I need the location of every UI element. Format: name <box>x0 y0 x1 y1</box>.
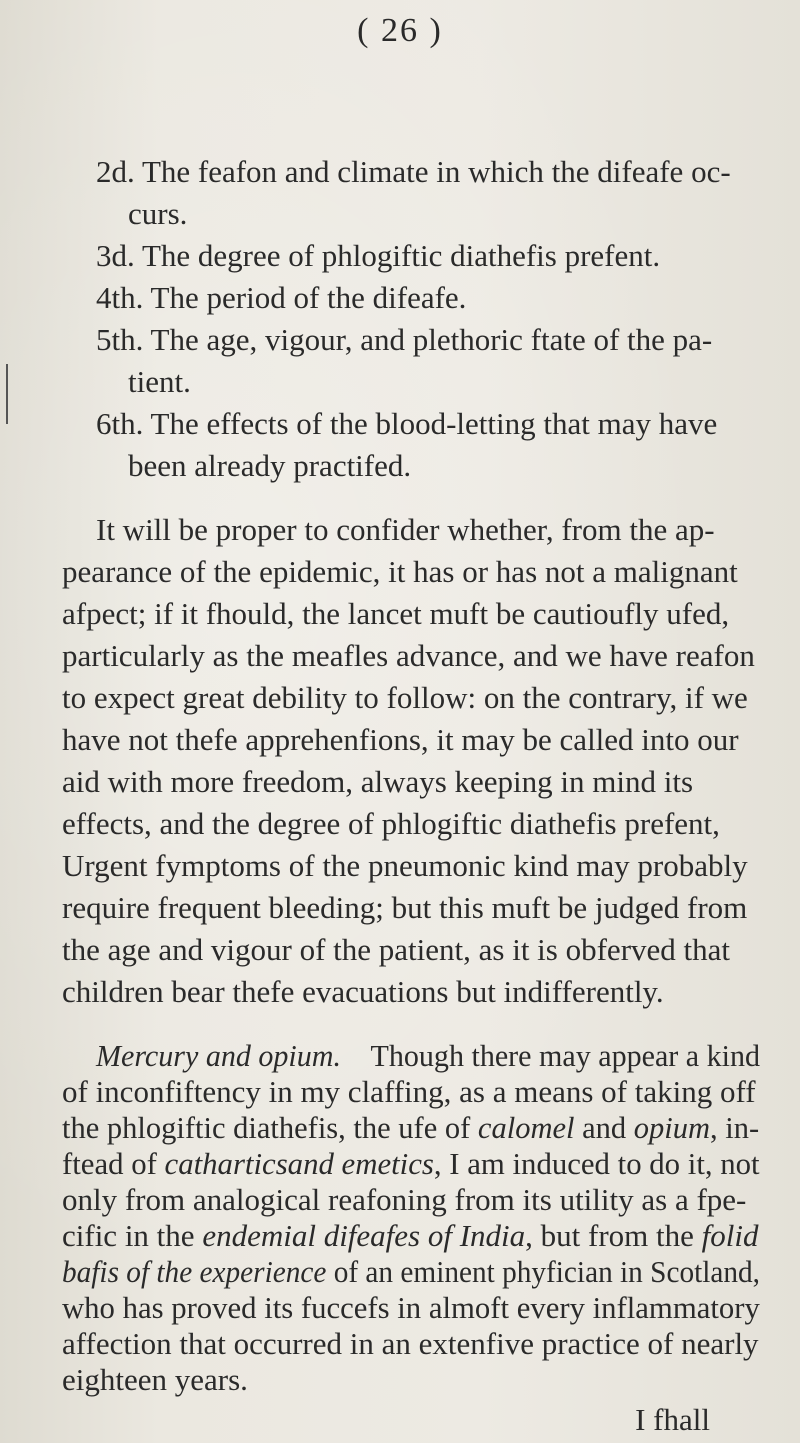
list-item-5th-continuation: tient. <box>128 364 191 399</box>
list-item-6th-continuation: been already practifed. <box>128 448 412 483</box>
list-item-4th: 4th. The period of the difeafe. <box>96 280 467 315</box>
paragraph-2-line: affection that occurred in an extenfive practice of nearly <box>62 1326 759 1361</box>
text-run: the phlogiftic diathefis, the ufe of <box>62 1110 478 1145</box>
paragraph-2-line <box>96 1036 760 1076</box>
text-run: , in- <box>710 1110 760 1145</box>
paragraph-2-line: of inconfiftency in my claffing, as a means of taking off <box>62 1074 756 1109</box>
paragraph-2-line: only from analogical reafoning from its utility as a fpe- <box>62 1182 747 1217</box>
margin-mark <box>6 364 8 424</box>
paragraph-2-line <box>62 1108 759 1148</box>
paragraph-2-line: who has proved its fuccefs in almoft every inflammatory <box>62 1290 760 1325</box>
paragraph-1-line: to expect great debility to follow: on the contrary, if we <box>62 680 748 715</box>
paragraph-1-line: require frequent bleeding; but this muft be judged from <box>62 890 748 925</box>
list-item-2d-continuation: curs. <box>128 196 188 231</box>
catchword: I fhall <box>635 1402 710 1437</box>
paragraph-1-line: have not thefe apprehenfions, it may be called into our <box>62 722 739 757</box>
italic-term: bafis of the experience <box>62 1254 327 1289</box>
paragraph-1-line: afpect; if it fhould, the lancet muft be cautioufly ufed, <box>62 596 730 631</box>
list-item-3d: 3d. The degree of phlogiftic diathefis prefent. <box>96 238 661 273</box>
list-item-6th: 6th. The effects of the blood-letting that may have <box>96 406 718 441</box>
paragraph-1-line: pearance of the epidemic, it has or has not a malignant <box>62 554 738 589</box>
text-run: of an eminent phyfician in Scotland, <box>326 1254 761 1289</box>
paragraph-1-line: children bear thefe evacuations but indifferently. <box>62 974 664 1009</box>
paragraph-1-line: It will be proper to confider whether, from the ap- <box>96 512 715 547</box>
paragraph-2-line: eighteen years. <box>62 1362 248 1397</box>
paragraph-1-line: particularly as the meafles advance, and we have reafon <box>62 638 755 673</box>
list-item-5th: 5th. The age, vigour, and plethoric ftate of the pa- <box>96 322 713 357</box>
italic-term: folid <box>701 1218 759 1253</box>
text-run: cific in the <box>62 1218 203 1253</box>
paragraph-2-line <box>62 1144 760 1184</box>
italic-term: opium <box>633 1110 711 1145</box>
paragraph-1-line: aid with more freedom, always keeping in mind its <box>62 764 694 799</box>
text-run: , but from the <box>525 1218 702 1253</box>
side-heading: Mercury and opium. <box>96 1038 342 1073</box>
list-item-2d <box>96 152 746 192</box>
text-run: ftead of <box>62 1146 165 1181</box>
paragraph-1-line: the age and vigour of the patient, as it is obferved that <box>62 932 731 967</box>
text-run: and <box>574 1110 634 1145</box>
paragraph-1-line: Urgent fymptoms of the pneumonic kind may probably <box>62 848 748 883</box>
italic-term: endemial difeafes of India <box>202 1218 526 1253</box>
paragraph-2-line <box>62 1216 759 1256</box>
list-item-text: 2d. The feafon and climate in which the difeafe oc- <box>96 154 731 189</box>
italic-term: catharticsand emetics <box>164 1146 434 1181</box>
paragraph-2-text: Though there may appear a kind <box>370 1038 761 1073</box>
paragraph-1-line: effects, and the degree of phlogiftic diathefis prefent, <box>62 806 720 841</box>
page-number: ( 26 ) <box>357 12 443 49</box>
paragraph-2-line <box>62 1252 760 1292</box>
text-run: , I am induced to do it, not <box>433 1146 760 1181</box>
italic-term: calomel <box>477 1110 575 1145</box>
